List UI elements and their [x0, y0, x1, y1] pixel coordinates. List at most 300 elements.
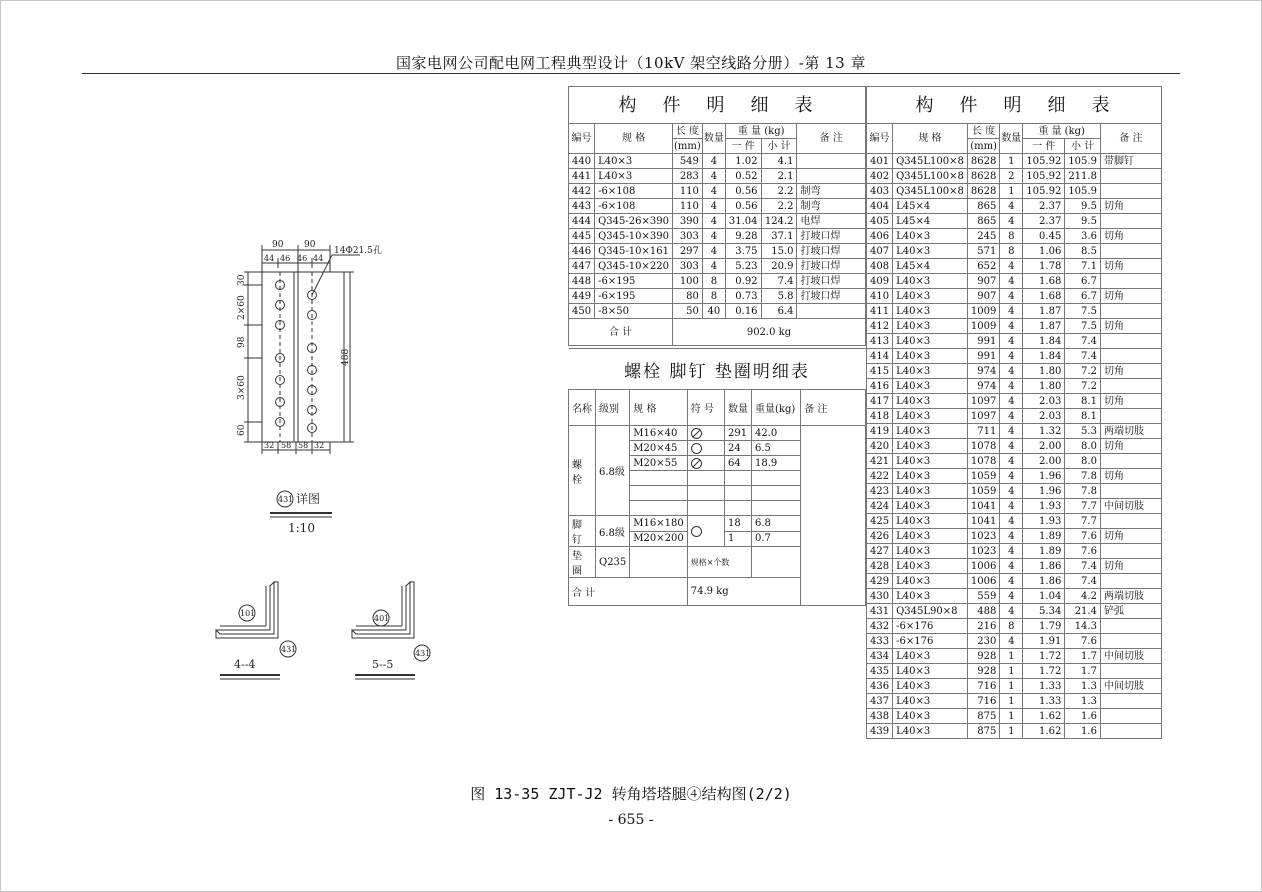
right-cell	[1100, 544, 1161, 559]
right-cell: L45×4	[893, 259, 968, 274]
right-cell: L40×3	[893, 724, 968, 739]
right-cell: L40×3	[893, 424, 968, 439]
right-cell	[1100, 184, 1161, 199]
right-cell: 4	[1000, 379, 1023, 394]
left-row	[569, 289, 866, 304]
left-cell: 5.23	[725, 259, 761, 274]
right-cell: 438	[867, 709, 893, 724]
page-number: - 655 -	[608, 812, 654, 828]
right-cell: 8.0	[1065, 439, 1101, 454]
step-name: 脚 钉	[569, 516, 596, 547]
right-cell: 切角	[1100, 289, 1161, 304]
right-cell: 410	[867, 289, 893, 304]
right-cell: L40×3	[893, 649, 968, 664]
right-cell: 1.62	[1023, 724, 1065, 739]
right-cell: 两端切肢	[1100, 424, 1161, 439]
left-cell	[797, 304, 866, 319]
right-cell	[1100, 334, 1161, 349]
right-cell: 428	[867, 559, 893, 574]
left-cell: 4	[702, 169, 725, 184]
left-cell: 4.1	[761, 154, 797, 169]
step-spec-1: M16×180	[630, 516, 687, 532]
right-cell: 1.3	[1065, 694, 1101, 709]
left-cell: 100	[672, 274, 702, 289]
caption-prefix: 图 13-35 ZJT-J2 转角塔塔腿	[470, 785, 687, 803]
hole-note: 14Φ21.5孔	[334, 246, 382, 256]
right-cell: 铲弧	[1100, 604, 1161, 619]
right-cell: L40×3	[893, 349, 968, 364]
right-cell: 1023	[967, 529, 999, 544]
right-cell: 8	[1000, 619, 1023, 634]
right-cell: 1	[1000, 724, 1023, 739]
right-cell: 1.89	[1023, 544, 1065, 559]
header-length-unit: (mm)	[674, 140, 701, 152]
right-cell: L40×3	[893, 469, 968, 484]
left-cell: 电焊	[797, 214, 866, 229]
right-cell: 991	[967, 349, 999, 364]
right-cell: 14.3	[1065, 619, 1101, 634]
left-cell: 449	[569, 289, 595, 304]
left-cell: 303	[672, 229, 702, 244]
right-cell: 8.1	[1065, 409, 1101, 424]
right-cell: 4	[1000, 589, 1023, 604]
washer-grade: Q235	[596, 547, 630, 578]
right-cell: 1.80	[1023, 379, 1065, 394]
left-cell: 2.1	[761, 169, 797, 184]
right-cell: 875	[967, 709, 999, 724]
right-cell: 559	[967, 589, 999, 604]
bolt-total-label: 合 计	[569, 578, 688, 606]
right-row	[867, 364, 1162, 379]
right-cell: 切角	[1100, 559, 1161, 574]
right-header-qty: 数量	[1000, 124, 1023, 154]
left-cell: 4	[702, 229, 725, 244]
left-cell: 20.9	[761, 259, 797, 274]
right-cell	[1100, 379, 1161, 394]
right-cell: 652	[967, 259, 999, 274]
right-cell: 432	[867, 619, 893, 634]
left-row	[569, 184, 866, 199]
left-cell: 8	[702, 274, 725, 289]
left-row	[569, 259, 866, 274]
right-row	[867, 334, 1162, 349]
right-cell: 424	[867, 499, 893, 514]
left-row	[569, 169, 866, 184]
bolt-weight-2: 6.5	[752, 441, 801, 456]
bolt-symbol-slash-icon	[691, 458, 702, 469]
dim-top-sub-3: 46	[297, 254, 308, 263]
right-row	[867, 154, 1162, 169]
bolt-header-remark: 备 注	[801, 390, 866, 426]
right-cell: 7.8	[1065, 469, 1101, 484]
right-cell: 7.4	[1065, 349, 1101, 364]
right-cell: 974	[967, 364, 999, 379]
right-cell: 105.92	[1023, 184, 1065, 199]
right-cell: 406	[867, 229, 893, 244]
left-cell: 0.56	[725, 199, 761, 214]
right-cell: -6×176	[893, 619, 968, 634]
right-cell: 4.2	[1065, 589, 1101, 604]
right-cell: 1.04	[1023, 589, 1065, 604]
right-cell: 105.9	[1065, 184, 1101, 199]
caption-circled: ④	[686, 785, 702, 803]
right-cell: 1	[1000, 664, 1023, 679]
left-cell: 0.52	[725, 169, 761, 184]
right-row	[867, 664, 1162, 679]
right-cell: 8.1	[1065, 394, 1101, 409]
right-cell: 4	[1000, 214, 1023, 229]
right-cell: 1.62	[1023, 709, 1065, 724]
header-rule	[82, 73, 1180, 74]
right-cell: 2.00	[1023, 439, 1065, 454]
dim-bottom-4: 32	[314, 441, 325, 450]
header-remark: 备 注	[797, 124, 866, 154]
right-cell: 437	[867, 694, 893, 709]
right-cell: 4	[1000, 334, 1023, 349]
dim-top-1: 90	[272, 240, 284, 250]
right-cell: 4	[1000, 424, 1023, 439]
left-cell: 50	[672, 304, 702, 319]
dim-top-2: 90	[304, 240, 316, 250]
left-cell: 37.1	[761, 229, 797, 244]
right-cell: 2	[1000, 169, 1023, 184]
left-cell: 31.04	[725, 214, 761, 229]
dim-top-sub-1: 44	[264, 254, 275, 263]
right-cell: 7.4	[1065, 559, 1101, 574]
right-cell: 423	[867, 484, 893, 499]
right-cell: 7.4	[1065, 574, 1101, 589]
dim-left-1: 30	[237, 274, 247, 286]
right-cell: 5.34	[1023, 604, 1065, 619]
right-cell: 928	[967, 649, 999, 664]
right-cell: L40×3	[893, 229, 968, 244]
right-cell: 419	[867, 424, 893, 439]
right-cell: L40×3	[893, 244, 968, 259]
right-row	[867, 469, 1162, 484]
step-bolt-symbol-icon	[691, 526, 702, 537]
left-cell: 8	[702, 289, 725, 304]
left-cell: 40	[702, 304, 725, 319]
left-cell: 打坡口焊	[797, 274, 866, 289]
right-cell: 8	[1000, 229, 1023, 244]
right-cell: L40×3	[893, 694, 968, 709]
right-header-weight: 重 量 (kg)	[1023, 124, 1101, 139]
right-cell: 4	[1000, 544, 1023, 559]
right-cell: 7.2	[1065, 364, 1101, 379]
right-cell: 1.3	[1065, 679, 1101, 694]
right-cell: L40×3	[893, 274, 968, 289]
right-row	[867, 349, 1162, 364]
right-row	[867, 544, 1162, 559]
left-row	[569, 274, 866, 289]
right-cell: 切角	[1100, 259, 1161, 274]
right-cell: 4	[1000, 484, 1023, 499]
left-cell: -6×108	[595, 184, 673, 199]
left-cell: 446	[569, 244, 595, 259]
right-row	[867, 724, 1162, 739]
right-cell: 1041	[967, 499, 999, 514]
left-cell: 4	[702, 244, 725, 259]
header-subtotal: 小 计	[761, 139, 797, 154]
right-cell: 4	[1000, 499, 1023, 514]
right-cell: 1059	[967, 484, 999, 499]
right-cell: 7.7	[1065, 514, 1101, 529]
header-each: 一 件	[725, 139, 761, 154]
right-cell: 422	[867, 469, 893, 484]
left-cell: 445	[569, 229, 595, 244]
right-cell: 865	[967, 214, 999, 229]
step-spec-2: M20×200	[630, 531, 687, 547]
right-cell	[1100, 169, 1161, 184]
right-cell	[1100, 619, 1161, 634]
right-cell: 1.33	[1023, 679, 1065, 694]
right-row	[867, 619, 1162, 634]
right-cell	[1100, 574, 1161, 589]
right-cell: 3.6	[1065, 229, 1101, 244]
bolt-spec-3: M20×55	[630, 456, 687, 471]
section-b-label: 5--5	[372, 658, 394, 671]
right-cell: 1097	[967, 394, 999, 409]
right-cell	[1100, 349, 1161, 364]
bolt-header-symbol: 符 号	[687, 390, 724, 426]
right-cell: 1.84	[1023, 334, 1065, 349]
bolt-symbol-circle-icon	[691, 443, 702, 454]
right-cell: 两端切肢	[1100, 589, 1161, 604]
right-cell: L40×3	[893, 364, 968, 379]
detail-label: 详图	[296, 492, 321, 506]
right-cell: 4	[1000, 529, 1023, 544]
right-cell: 1	[1000, 184, 1023, 199]
right-cell: 230	[967, 634, 999, 649]
right-cell: 4	[1000, 604, 1023, 619]
left-row	[569, 229, 866, 244]
right-cell: 427	[867, 544, 893, 559]
right-cell: L40×3	[893, 544, 968, 559]
right-cell: 907	[967, 274, 999, 289]
right-cell: L45×4	[893, 199, 968, 214]
left-cell: 283	[672, 169, 702, 184]
right-cell: 7.8	[1065, 484, 1101, 499]
left-cell: 0.56	[725, 184, 761, 199]
dim-bottom-1: 32	[264, 441, 275, 450]
left-cell: 打坡口焊	[797, 259, 866, 274]
right-cell: 405	[867, 214, 893, 229]
left-cell: 0.92	[725, 274, 761, 289]
right-cell: 1078	[967, 454, 999, 469]
left-cell: 制弯	[797, 184, 866, 199]
right-cell: 2.37	[1023, 199, 1065, 214]
right-cell: 434	[867, 649, 893, 664]
right-cell: 7.7	[1065, 499, 1101, 514]
right-row	[867, 634, 1162, 649]
dim-left-5: 60	[237, 424, 247, 436]
right-cell: 4	[1000, 454, 1023, 469]
bolt-qty-2: 24	[725, 441, 752, 456]
right-row	[867, 304, 1162, 319]
dim-bottom-3: 58	[298, 441, 309, 450]
right-cell: 4	[1000, 574, 1023, 589]
bolt-weight-1: 42.0	[752, 426, 801, 441]
left-cell: 549	[672, 154, 702, 169]
right-cell: 7.6	[1065, 544, 1101, 559]
section-4-4-shape	[216, 582, 296, 679]
right-row	[867, 484, 1162, 499]
bolt-name: 螺 栓	[569, 426, 596, 516]
left-cell: Q345-10×161	[595, 244, 673, 259]
right-cell: 1009	[967, 319, 999, 334]
right-cell: L40×3	[893, 559, 968, 574]
right-cell: 1	[1000, 694, 1023, 709]
right-cell: 1.06	[1023, 244, 1065, 259]
right-cell: L40×3	[893, 514, 968, 529]
right-cell: 439	[867, 724, 893, 739]
bolt-spec-2: M20×45	[630, 441, 687, 456]
right-cell: 2.00	[1023, 454, 1065, 469]
right-cell: 4	[1000, 304, 1023, 319]
right-row	[867, 274, 1162, 289]
right-cell: Q345L90×8	[893, 604, 968, 619]
right-cell: 426	[867, 529, 893, 544]
right-cell: 7.5	[1065, 304, 1101, 319]
right-cell: L40×3	[893, 289, 968, 304]
right-cell: 8.0	[1065, 454, 1101, 469]
left-cell: 打坡口焊	[797, 289, 866, 304]
bolt-symbol-hatched-icon	[691, 428, 702, 439]
page-header-title: 国家电网公司配电网工程典型设计（10kV 架空线路分册）-第 13 章	[396, 54, 866, 72]
right-cell: 4	[1000, 559, 1023, 574]
section-a-ref-2: 431	[281, 645, 297, 654]
left-cell: 0.16	[725, 304, 761, 319]
right-cell: Q345L100×8	[893, 169, 968, 184]
right-cell: 1	[1000, 649, 1023, 664]
left-cell: L40×3	[595, 154, 673, 169]
dim-right: 488	[341, 348, 351, 366]
left-cell: -6×108	[595, 199, 673, 214]
right-cell: 433	[867, 634, 893, 649]
right-cell: 436	[867, 679, 893, 694]
right-cell	[1100, 274, 1161, 289]
right-cell: 1.33	[1023, 694, 1065, 709]
right-cell: 0.45	[1023, 229, 1065, 244]
left-cell: 4	[702, 259, 725, 274]
right-cell: 907	[967, 289, 999, 304]
right-cell: L40×3	[893, 439, 968, 454]
right-cell	[1100, 454, 1161, 469]
bolt-grade: 6.8级	[596, 426, 630, 516]
left-cell: 441	[569, 169, 595, 184]
right-row	[867, 394, 1162, 409]
right-cell: L40×3	[893, 529, 968, 544]
right-cell	[1100, 514, 1161, 529]
right-cell: L40×3	[893, 394, 968, 409]
right-cell: 1.87	[1023, 319, 1065, 334]
right-row	[867, 259, 1162, 274]
right-cell: 4	[1000, 364, 1023, 379]
right-row	[867, 169, 1162, 184]
right-cell: 1.79	[1023, 619, 1065, 634]
right-cell: 409	[867, 274, 893, 289]
left-cell: 打坡口焊	[797, 229, 866, 244]
step-weight-1: 6.8	[752, 516, 801, 532]
right-cell: 4	[1000, 199, 1023, 214]
right-cell: L40×3	[893, 409, 968, 424]
right-cell	[1100, 484, 1161, 499]
right-cell: 1.68	[1023, 289, 1065, 304]
right-cell: 1006	[967, 574, 999, 589]
right-cell: 切角	[1100, 529, 1161, 544]
right-cell: 991	[967, 334, 999, 349]
left-row	[569, 244, 866, 259]
right-cell	[1100, 694, 1161, 709]
left-cell: Q345-10×390	[595, 229, 673, 244]
right-cell: 429	[867, 574, 893, 589]
left-cell: 4	[702, 199, 725, 214]
right-cell: 1.93	[1023, 514, 1065, 529]
header-spec: 规 格	[595, 124, 673, 154]
component-table-right	[866, 86, 1162, 739]
bolt-header-weight: 重量(kg)	[752, 390, 801, 426]
bolt-qty-3: 64	[725, 456, 752, 471]
right-cell: 切角	[1100, 394, 1161, 409]
right-cell: 切角	[1100, 439, 1161, 454]
right-cell: 1009	[967, 304, 999, 319]
right-cell: 421	[867, 454, 893, 469]
right-row	[867, 694, 1162, 709]
left-cell: Q345-10×220	[595, 259, 673, 274]
right-cell: 1.86	[1023, 559, 1065, 574]
header-length: 长 度	[672, 124, 702, 139]
right-cell: 21.4	[1065, 604, 1101, 619]
left-cell: 4	[702, 154, 725, 169]
right-cell	[1100, 409, 1161, 424]
left-cell: -6×195	[595, 289, 673, 304]
right-cell: 418	[867, 409, 893, 424]
left-cell	[797, 169, 866, 184]
right-cell: 716	[967, 694, 999, 709]
right-cell: 211.8	[1065, 169, 1101, 184]
right-cell: 974	[967, 379, 999, 394]
right-cell: 中间切肢	[1100, 499, 1161, 514]
right-cell: L40×3	[893, 454, 968, 469]
right-row	[867, 604, 1162, 619]
right-cell: 711	[967, 424, 999, 439]
left-cell: 9.28	[725, 229, 761, 244]
right-cell: 1.78	[1023, 259, 1065, 274]
right-cell: 435	[867, 664, 893, 679]
right-cell: 1078	[967, 439, 999, 454]
right-cell: 7.2	[1065, 379, 1101, 394]
step-weight-2: 0.7	[752, 531, 801, 547]
right-cell: 431	[867, 604, 893, 619]
right-cell: 1.84	[1023, 349, 1065, 364]
right-cell: 1.72	[1023, 649, 1065, 664]
right-cell: 408	[867, 259, 893, 274]
detail-scale: 1:10	[288, 521, 315, 535]
right-cell: 7.6	[1065, 634, 1101, 649]
right-cell: 1.96	[1023, 484, 1065, 499]
left-cell: 448	[569, 274, 595, 289]
section-a-label: 4--4	[234, 658, 256, 671]
right-row	[867, 499, 1162, 514]
right-cell: 1.72	[1023, 664, 1065, 679]
left-cell: 110	[672, 184, 702, 199]
left-total-value: 902.0 kg	[672, 319, 865, 346]
right-row	[867, 379, 1162, 394]
right-cell: 切角	[1100, 199, 1161, 214]
right-cell: 切角	[1100, 469, 1161, 484]
right-cell: 4	[1000, 259, 1023, 274]
right-cell: 716	[967, 679, 999, 694]
